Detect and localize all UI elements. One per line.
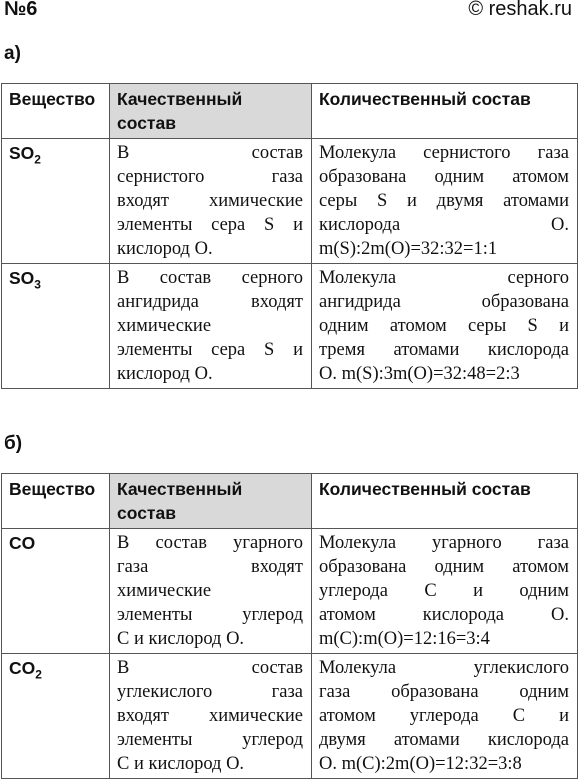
quantitative-cell-line: образована одним атомом <box>319 167 569 187</box>
quantitative-cell-line: Молекула углекислого <box>319 658 569 678</box>
qualitative-cell-line: сернистого газа <box>117 167 303 187</box>
qualitative-cell-line: В состав угарного <box>117 533 303 553</box>
quantitative-cell-line: серы S и двумя атомами <box>319 191 569 211</box>
section-b-label: б) <box>4 433 23 454</box>
table-header-row <box>2 84 578 139</box>
substance-cell <box>2 654 110 779</box>
qualitative-cell <box>110 654 312 779</box>
quantitative-cell-line: газа образована одним <box>319 682 569 702</box>
quantitative-cell-line: O. m(S):3m(O)=32:48=2:3 <box>319 364 520 384</box>
qualitative-cell-line: входят химические <box>117 706 303 726</box>
qualitative-cell <box>110 139 312 264</box>
qualitative-cell-line: элементы сера S и <box>117 215 303 235</box>
table-row <box>2 139 578 264</box>
substance-cell <box>2 139 110 264</box>
site-watermark: © reshak.ru <box>468 0 572 20</box>
column-header: Качественный состав <box>110 474 312 529</box>
quantitative-cell-line: образована одним атомом <box>319 557 569 577</box>
substance-cell <box>2 264 110 389</box>
table-row <box>2 264 578 389</box>
quantitative-cell-line: m(C):m(O)=12:16=3:4 <box>319 629 490 649</box>
table-section-a <box>1 83 578 389</box>
column-header: Вещество <box>2 474 110 529</box>
quantitative-cell <box>312 264 578 389</box>
quantitative-cell-line: кислорода O. <box>319 215 569 235</box>
formula-subscript: 2 <box>35 667 42 682</box>
quantitative-cell-line: тремя атомами кислорода <box>319 340 569 360</box>
substance-formula: CO <box>9 533 36 553</box>
qualitative-cell-line: кислород O. <box>117 364 213 384</box>
formula-subscript: 3 <box>34 277 41 292</box>
substance-formula: SO <box>9 143 35 163</box>
qualitative-cell-line: В состав <box>117 143 303 163</box>
quantitative-cell-line: Молекула серного <box>319 268 569 288</box>
quantitative-cell-line: углерода C и одним <box>319 581 569 601</box>
qualitative-cell-line: углекислого газа <box>117 682 303 702</box>
table-row <box>2 529 578 654</box>
quantitative-cell-line: ангидрида образована <box>319 292 569 312</box>
qualitative-cell-line: элементы углерод <box>117 605 303 625</box>
quantitative-cell-line: атомом кислорода O. <box>319 605 569 625</box>
quantitative-cell-line: m(S):2m(O)=32:32=1:1 <box>319 239 498 259</box>
substance-cell <box>2 529 110 654</box>
quantitative-cell <box>312 139 578 264</box>
section-a-label: а) <box>4 43 21 64</box>
table-row <box>2 654 578 779</box>
substance-formula: CO <box>9 658 36 678</box>
column-header: Количественный состав <box>312 474 578 529</box>
qualitative-cell-line: В состав <box>117 658 303 678</box>
quantitative-cell-line: двумя атомами кислорода <box>319 730 569 750</box>
quantitative-cell <box>312 654 578 779</box>
qualitative-cell-line: C и кислород O. <box>117 754 245 774</box>
quantitative-cell-line: Молекула сернистого газа <box>319 143 569 163</box>
table-header-row <box>2 474 578 529</box>
qualitative-cell-line: газа входят <box>117 557 303 577</box>
task-number: №6 <box>4 0 38 20</box>
quantitative-cell-line: атомом углерода C и <box>319 706 569 726</box>
quantitative-cell-line: O. m(C):2m(O)=12:32=3:8 <box>319 754 522 774</box>
table-section-b <box>1 473 578 779</box>
qualitative-cell-line: химические <box>117 316 212 336</box>
qualitative-cell-line: ангидрида входят <box>117 292 303 312</box>
quantitative-cell <box>312 529 578 654</box>
qualitative-cell-line: кислород O. <box>117 239 213 259</box>
qualitative-cell-line: химические <box>117 581 212 601</box>
qualitative-cell-line: В состав серного <box>117 268 303 288</box>
column-header: Количественный состав <box>312 84 578 139</box>
qualitative-cell-line: C и кислород O. <box>117 629 245 649</box>
formula-subscript: 2 <box>34 152 41 167</box>
qualitative-cell <box>110 264 312 389</box>
column-header: Качественный состав <box>110 84 312 139</box>
qualitative-cell <box>110 529 312 654</box>
quantitative-cell-line: Молекула угарного газа <box>319 533 569 553</box>
substance-formula: SO <box>9 268 35 288</box>
quantitative-cell-line: одним атомом серы S и <box>319 316 569 336</box>
qualitative-cell-line: элементы углерод <box>117 730 303 750</box>
qualitative-cell-line: входят химические <box>117 191 303 211</box>
qualitative-cell-line: элементы сера S и <box>117 340 303 360</box>
column-header: Вещество <box>2 84 110 139</box>
